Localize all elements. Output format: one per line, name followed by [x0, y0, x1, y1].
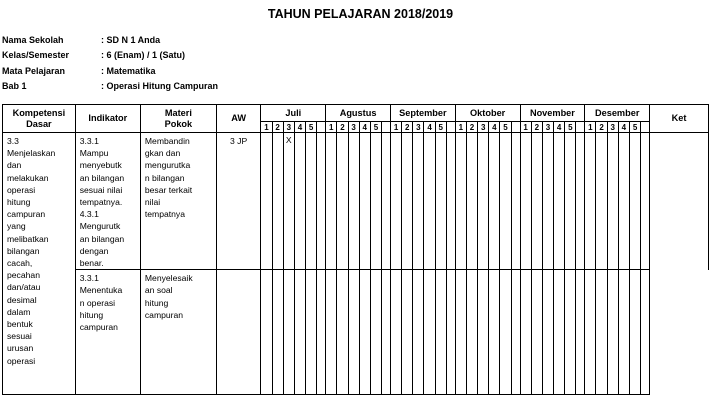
week-cell [283, 270, 294, 395]
week-cell [585, 133, 596, 270]
header-week-number: 3 [478, 122, 489, 133]
info-label: Kelas/Semester [2, 50, 70, 61]
info-row-school [2, 33, 218, 48]
week-cell [261, 270, 272, 395]
materi-pokok-cell-line: Membandin [144, 136, 190, 146]
week-cell [435, 133, 446, 270]
header-week-number: 2 [596, 122, 607, 133]
kompetensi-dasar-cell-line: desimal [7, 294, 37, 305]
materi-pokok-cell-line: gkan dan [144, 148, 181, 159]
header-month: Agustus [326, 105, 391, 122]
week-cell [478, 133, 489, 270]
week-cell [390, 133, 401, 270]
kompetensi-dasar-cell-line: dan [7, 160, 22, 171]
header-month: Juli [261, 105, 326, 122]
week-cell [424, 270, 435, 395]
indikator-cell-line: 4.3.1 [79, 209, 99, 220]
indikator-cell-line: an bilangan [79, 172, 125, 183]
week-cell [306, 270, 317, 395]
week-cell [542, 133, 553, 270]
week-cell [446, 270, 455, 395]
week-cell [272, 270, 283, 395]
week-cell [402, 270, 413, 395]
week-cell [511, 270, 520, 395]
header-week-number: 2 [272, 122, 283, 133]
kompetensi-dasar-cell-line: hitung [7, 197, 31, 208]
indikator-cell-line: dengan [79, 245, 109, 256]
indikator-cell-line: an bilangan [79, 233, 125, 244]
info-label: Mata Pelajaran [2, 65, 66, 76]
week-cell [348, 270, 359, 395]
week-cell [629, 133, 640, 270]
week-cell [585, 270, 596, 395]
week-cell [607, 133, 618, 270]
header-week-number: 4 [424, 122, 435, 133]
week-cell [542, 270, 553, 395]
week-cell [500, 270, 511, 395]
info-row-class [2, 48, 218, 63]
indikator-cell-line: hitung [79, 309, 104, 320]
indikator-cell-line: benar. [79, 258, 104, 269]
materi-pokok-cell-line: campuran [144, 309, 184, 320]
header-week-number: 3 [607, 122, 618, 133]
indikator-cell-line: sesuai nilai [79, 184, 123, 195]
header-week-number: 3 [283, 122, 294, 133]
week-cell [618, 133, 629, 270]
header-month: Desember [585, 105, 650, 122]
week-cell [641, 133, 650, 270]
header-week-number: 3 [348, 122, 359, 133]
week-cell [370, 133, 381, 270]
indikator-cell [75, 270, 140, 395]
week-cell [629, 270, 640, 395]
kompetensi-dasar-cell-line: campuran [7, 209, 46, 220]
week-cell [294, 133, 305, 270]
header-month: November [520, 105, 585, 122]
header-week-number: 5 [500, 122, 511, 133]
week-cell [607, 270, 618, 395]
info-value: : 6 (Enam) / 1 (Satu) [101, 50, 186, 61]
header-aw: AW [216, 105, 261, 133]
week-cell [565, 270, 576, 395]
kompetensi-dasar-cell-line: melakukan [7, 172, 49, 183]
indikator-cell-line: n operasi [79, 297, 116, 308]
indikator-cell-line: tempatnya. [79, 197, 123, 208]
indikator-cell-line: Mampu [79, 148, 109, 159]
kompetensi-dasar-cell-line: Menjelaskan [7, 148, 56, 159]
week-cell [641, 270, 650, 395]
week-cell [520, 270, 531, 395]
week-cell [326, 133, 337, 270]
week-cell [618, 270, 629, 395]
kompetensi-dasar-cell-line: operasi [7, 355, 36, 366]
info-row-chapter [2, 79, 218, 94]
header-week-number: 4 [489, 122, 500, 133]
week-cell [554, 270, 565, 395]
week-cell [272, 133, 283, 270]
header-week-spacer [446, 122, 455, 133]
materi-pokok-cell [140, 270, 216, 395]
kompetensi-dasar-cell-line: 3.3 [7, 136, 19, 146]
week-cell [317, 270, 326, 395]
week-cell [370, 270, 381, 395]
kompetensi-dasar-cell-line: pecahan [7, 270, 40, 281]
header-week-number: 4 [294, 122, 305, 133]
header-kompetensi-dasar: Kompetensi Dasar [3, 105, 76, 133]
header-week-number: 1 [585, 122, 596, 133]
header-week-number: 5 [565, 122, 576, 133]
week-cell [337, 133, 348, 270]
aw-cell [216, 270, 261, 395]
header-week-spacer [511, 122, 520, 133]
week-cell [520, 133, 531, 270]
program-table [2, 104, 709, 395]
week-cell [382, 133, 391, 270]
info-label: Bab 1 [2, 80, 27, 91]
table-row [3, 133, 709, 270]
materi-pokok-cell [140, 133, 216, 270]
kompetensi-dasar-cell-line: operasi [7, 184, 36, 195]
header-week-number: 1 [326, 122, 337, 133]
ket-cell [650, 133, 709, 270]
header-week-number: 3 [542, 122, 553, 133]
week-cell [478, 270, 489, 395]
info-value: : Operasi Hitung Campuran [101, 80, 219, 91]
materi-pokok-cell-line: hitung [144, 297, 169, 308]
document-title: TAHUN PELAJARAN 2018/2019 [267, 7, 454, 21]
week-cell [455, 270, 466, 395]
header-week-number: 1 [520, 122, 531, 133]
week-cell [489, 133, 500, 270]
week-cell [596, 270, 607, 395]
identity-block [2, 33, 218, 94]
aw-cell: 3 JP [216, 133, 261, 270]
week-cell [382, 270, 391, 395]
header-week-number: 4 [359, 122, 370, 133]
week-cell [390, 270, 401, 395]
header-week-number: 4 [618, 122, 629, 133]
week-cell [455, 133, 466, 270]
kompetensi-dasar-cell-line: melibatkan [7, 233, 49, 244]
header-week-number: 3 [413, 122, 424, 133]
header-indikator: Indikator [75, 105, 140, 133]
header-week-number: 2 [402, 122, 413, 133]
week-cell [489, 270, 500, 395]
week-cell [466, 270, 477, 395]
week-cell [326, 270, 337, 395]
header-week-spacer [576, 122, 585, 133]
header-month: September [390, 105, 455, 122]
header-week-number: 5 [629, 122, 640, 133]
week-cell [531, 270, 542, 395]
week-cell [446, 133, 455, 270]
kompetensi-dasar-cell-line: bilangan [7, 245, 40, 256]
week-cell [424, 133, 435, 270]
week-cell [531, 133, 542, 270]
indikator-cell-line: 3.3.1 [79, 273, 99, 284]
indikator-cell-line: 3.3.1 [79, 136, 99, 146]
kompetensi-dasar-cell-line: bentuk [7, 319, 33, 330]
materi-pokok-cell-line: n bilangan [144, 172, 185, 183]
header-week-number: 1 [455, 122, 466, 133]
week-cell [511, 133, 520, 270]
header-week-spacer [317, 122, 326, 133]
week-cell [565, 133, 576, 270]
week-cell [435, 270, 446, 395]
header-month: Oktober [455, 105, 520, 122]
materi-pokok-cell-line: besar terkait [144, 184, 193, 195]
header-week-number: 5 [435, 122, 446, 133]
header-week-number: 1 [261, 122, 272, 133]
header-materi-pokok: Materi Pokok [140, 105, 216, 133]
week-cell [554, 133, 565, 270]
week-cell [294, 270, 305, 395]
header-week-number: 5 [370, 122, 381, 133]
week-cell [466, 133, 477, 270]
week-cell [261, 133, 272, 270]
week-cell [596, 133, 607, 270]
info-value: : Matematika [101, 65, 156, 76]
week-cell [413, 270, 424, 395]
week-cell: X [283, 133, 294, 270]
week-cell [413, 133, 424, 270]
indikator-cell-line: campuran [79, 322, 118, 333]
kompetensi-dasar-cell [3, 133, 76, 395]
header-ket: Ket [650, 105, 709, 133]
indikator-cell-line: Menentuka [79, 285, 123, 296]
header-week-number: 2 [531, 122, 542, 133]
materi-pokok-cell-line: tempatnya [144, 209, 186, 220]
week-cell [500, 133, 511, 270]
week-cell [317, 133, 326, 270]
materi-pokok-cell-line: nilai [144, 197, 161, 208]
kompetensi-dasar-cell-line: sesuai [7, 331, 32, 342]
kompetensi-dasar-cell-line: dan/atau [7, 282, 41, 293]
indikator-cell-line: Mengurutk [79, 221, 121, 232]
header-week-number: 2 [466, 122, 477, 133]
header-week-number: 5 [306, 122, 317, 133]
week-cell [359, 270, 370, 395]
header-week-spacer [382, 122, 391, 133]
kompetensi-dasar-cell-line: cacah, [7, 258, 33, 269]
week-cell [359, 133, 370, 270]
info-row-subject [2, 64, 218, 79]
kompetensi-dasar-cell-line: yang [7, 221, 26, 232]
materi-pokok-cell-line: an soal [144, 285, 173, 296]
info-label: Nama Sekolah [2, 35, 64, 45]
week-cell [402, 133, 413, 270]
header-week-number: 4 [554, 122, 565, 133]
week-cell [576, 133, 585, 270]
table-row [3, 270, 709, 395]
header-week-number: 2 [337, 122, 348, 133]
header-week-spacer [641, 122, 650, 133]
week-cell [576, 270, 585, 395]
header-week-number: 1 [390, 122, 401, 133]
indikator-cell-line: menyebutk [79, 160, 122, 171]
kompetensi-dasar-cell-line: dalam [7, 306, 31, 317]
info-value: : SD N 1 Anda [101, 35, 161, 45]
indikator-cell [75, 133, 140, 270]
week-cell [348, 133, 359, 270]
week-cell [337, 270, 348, 395]
week-cell [306, 133, 317, 270]
materi-pokok-cell-line: Menyelesaik [144, 273, 193, 284]
kompetensi-dasar-cell-line: urusan [7, 343, 34, 354]
materi-pokok-cell-line: mengurutka [144, 160, 191, 171]
